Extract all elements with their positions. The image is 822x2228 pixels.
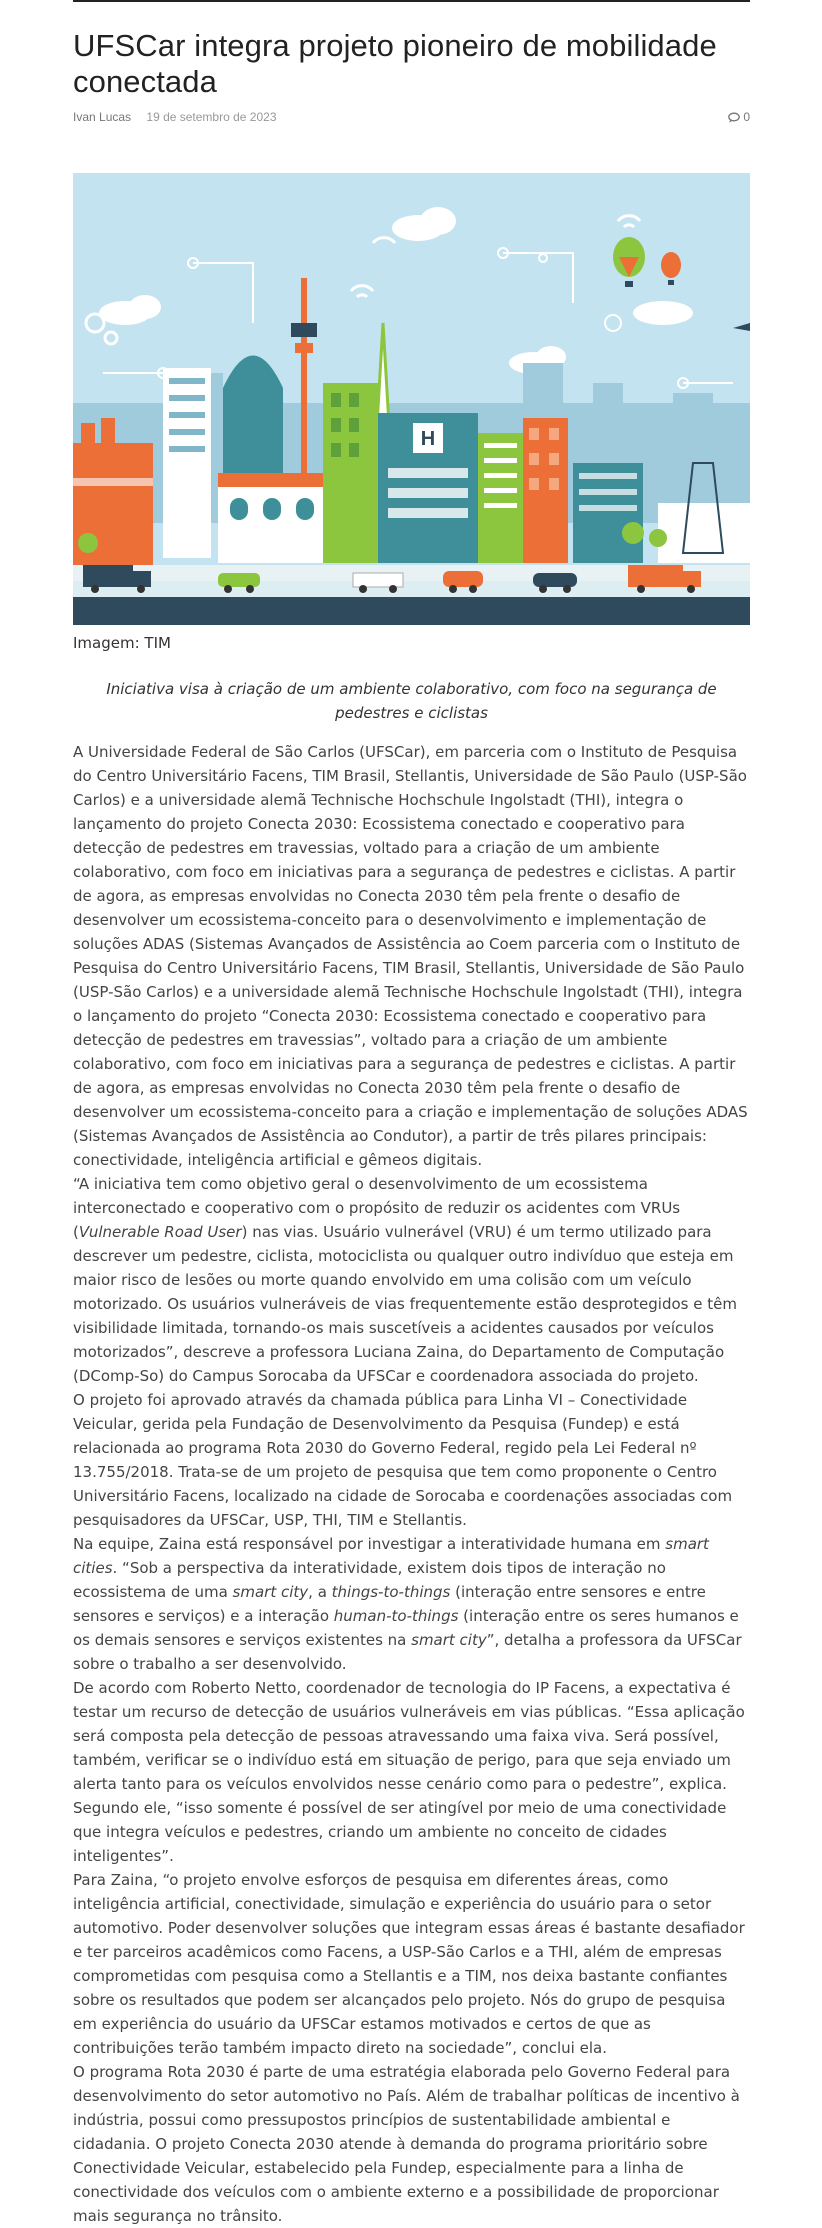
comment-count: 0: [743, 110, 750, 124]
paragraph-2-text-a: “A iniciativa tem como objetivo geral o desenvolvimento de um ecossistema interconectado e cooperativo com o propósito de reduzir os acidentes com VRUs (: [73, 1175, 681, 1241]
top-rule: [73, 0, 750, 2]
article: [73, 28, 750, 2228]
paragraph-2: [73, 1172, 750, 1388]
p4-b: . “Sob a perspectiva da interatividade, existem dois tipos de interação no ecossistema de uma: [73, 1559, 666, 1601]
p4-em1: smart cities: [73, 1535, 709, 1577]
publish-date: 19 de setembro de 2023: [146, 110, 277, 124]
p4-em5: smart city: [411, 1631, 487, 1649]
p4-em2: smart city: [232, 1583, 309, 1601]
p4-em4: human-to-things: [333, 1607, 459, 1625]
p4-d: (interação entre sensores e entre sensores e serviços) e a interação: [73, 1583, 706, 1625]
article-lead: Iniciativa visa à criação de um ambiente colaborativo, com foco na segurança de pedestres e ciclistas: [106, 680, 717, 722]
image-credit: Imagem: TIM: [73, 634, 171, 652]
comments-link[interactable]: [728, 110, 750, 124]
paragraph-7: O programa Rota 2030 é parte de uma estratégia elaborada pelo Governo Federal para desenvolvimento do setor automotivo no País. Além de trabalhar políticas de incentivo à indústria, possui como pressupostos princípios de sustentabilidade ambiental e cidadania. O projeto Conecta 2030 atende à demanda do programa prioritário sobre Conectividade Veicular, estabelecido pela Fundep, especialmente para a linha de conectividade dos veículos com o ambiente externo e a possibilidade de proporcionar mais segurança no trânsito.: [73, 2063, 740, 2225]
paragraph-3: O projeto foi aprovado através da chamada pública para Linha VI – Conectividade Veicular, gerida pela Fundação de Desenvolvimento da Pesquisa (Fundep) e está relacionada ao programa Rota 2030 do Governo Federal, regido pela Lei Federal nº 13.755/2018. Trata-se de um projeto de pesquisa que tem como proponente o Centro Universitário Facens, localizado na cidade de Sorocaba e coordenações associadas com pesquisadores da UFSCar, USP, THI, TIM e Stellantis.: [73, 1391, 733, 1529]
svg-text:H: H: [420, 428, 436, 450]
p4-em3: things-to-things: [331, 1583, 451, 1601]
paragraph-5: De acordo com Roberto Netto, coordenador de tecnologia do IP Facens, a expectativa é testar um recurso de detecção de usuários vulneráveis em vias públicas. “Essa aplicação será composta pela detecção de pessoas atravessando uma faixa viva. Será possível, também, verificar se o indivíduo está em situação de perigo, para que seja enviado um alerta tanto para os veículos envolvidos nesse cenário como para o pedestre”, explica. Segundo ele, “isso somente é possível de ser atingível por meio de uma conectividade que integra veículos e pedestres, criando um ambiente no conceito de cidades inteligentes”.: [73, 1679, 745, 1865]
article-body: [73, 740, 750, 2228]
paragraph-2-text-b: ) nas vias. Usuário vulnerável (VRU) é um termo utilizado para descrever um pedestre, ciclista, motociclista ou qualquer outro indivíduo que esteja em maior risco de lesões ou morte quando envolvido em uma colisão com um veículo motorizado. Os usuários vulneráveis de vias frequentemente estão desprotegidos e têm visibilidade limitada, tornando-os mais suscetíveis a acidentes causados por veículos motorizados”, descreve a professora Luciana Zaina, do Departamento de Computação (DComp-So) do Campus Sorocaba da UFSCar e coordenadora associada do projeto.: [73, 1223, 737, 1385]
article-meta: [73, 110, 750, 126]
author-link[interactable]: Ivan Lucas: [73, 110, 132, 124]
hero-illustration: [73, 173, 750, 625]
p4-f: ”, detalha a professora da UFSCar sobre o trabalho a ser desenvolvido.: [73, 1631, 742, 1673]
article-title: UFSCar integra projeto pioneiro de mobilidade conectada: [73, 28, 717, 99]
comment-icon: [728, 112, 741, 123]
paragraph-4: [73, 1532, 750, 1676]
p4-e: (interação entre os seres humanos e os demais sensores e serviços existentes na: [73, 1607, 739, 1649]
p4-a: Na equipe, Zaina está responsável por investigar a interatividade humana em: [73, 1535, 666, 1553]
paragraph-2-em: Vulnerable Road User: [78, 1223, 242, 1241]
p4-c: , a: [308, 1583, 332, 1601]
paragraph-1: A Universidade Federal de São Carlos (UFSCar), em parceria com o Instituto de Pesquisa do Centro Universitário Facens, TIM Brasil, Stellantis, Universidade de São Paulo (USP-São Carlos) e a universidade alemã Technische Hochschule Ingolstadt (THI), integra o lançamento do projeto Conecta 2030: Ecossistema conectado e cooperativo para detecção de pedestres em travessias, voltado para a criação de um ambiente colaborativo, com foco em iniciativas para a segurança de pedestres e ciclistas. A partir de agora, as empresas envolvidas no Conecta 2030 têm pela frente o desafio de desenvolver um ecossistema-conceito para o desenvolvimento e implementação de soluções ADAS (Sistemas Avançados de Assistência ao Coem parceria com o Instituto de Pesquisa do Centro Universitário Facens, TIM Brasil, Stellantis, Universidade de São Paulo (USP-São Carlos) e a universidade alemã Technische Hochschule Ingolstadt (THI), integra o lançamento do projeto “Conecta 2030: Ecossistema conectado e cooperativo para detecção de pedestres em travessias”, voltado para a criação de um ambiente colaborativo, com foco em iniciativas para a segurança de pedestres e ciclistas. A partir de agora, as empresas envolvidas no Conecta 2030 têm pela frente o desafio de desenvolver um ecossistema-conceito para a criação e implementação de soluções ADAS (Sistemas Avançados de Assistência ao Condutor), a partir de três pilares principais: conectividade, inteligência artificial e gêmeos digitais.: [73, 743, 748, 1169]
paragraph-6: Para Zaina, “o projeto envolve esforços de pesquisa em diferentes áreas, como inteligência artificial, conectividade, simulação e experiência do usuário para o setor automotivo. Poder desenvolver soluções que integram essas áreas é bastante desafiador e ter parceiros acadêmicos como Facens, a USP-São Carlos e a THI, além de empresas comprometidas com pesquisa como a Stellantis e a TIM, nos deixa bastante confiantes sobre os resultados que podem ser alcançados pelo projeto. Nós do grupo de pesquisa em experiência do usuário da UFSCar estamos motivados e certos de que as contribuições terão também impacto direto na sociedade”, conclui ela.: [73, 1871, 745, 2057]
road-base: [73, 597, 750, 625]
